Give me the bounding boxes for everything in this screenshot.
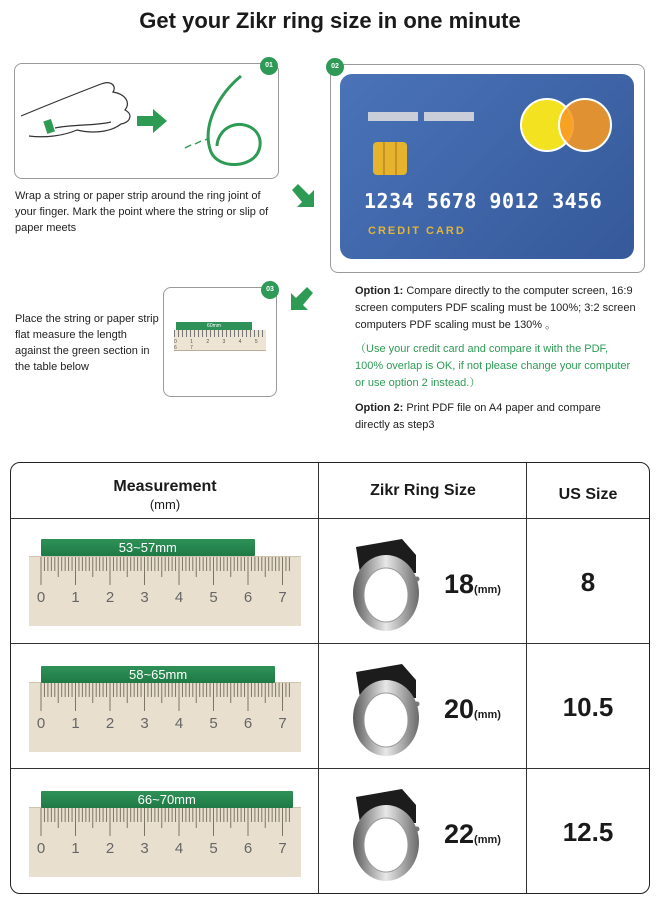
step3-instructions: Place the string or paper strip flat measure the length against the green section in the table below <box>15 313 159 373</box>
us-size: 8 <box>580 567 596 597</box>
card-number: 1234 5678 9012 3456 <box>364 189 603 213</box>
option1-label: Option 1: <box>355 285 404 297</box>
us-size: 10.5 <box>562 692 614 722</box>
hand-wrap-illustration <box>15 64 278 178</box>
arrow-down-right-icon <box>288 182 318 212</box>
mini-green-strip: 60mm <box>176 322 252 330</box>
card-label: CREDIT CARD <box>368 225 466 237</box>
option2-text: Print PDF file on A4 paper and compare directly as step3 <box>355 402 601 431</box>
arrow-right-icon <box>137 109 167 133</box>
ruler-tick-label: 3 <box>140 715 149 732</box>
header-ring-size: Zikr Ring Size <box>370 482 476 499</box>
card-logo-icon <box>520 98 616 154</box>
size-range: 66~70mm <box>137 792 196 807</box>
size-range: 53~57mm <box>118 540 177 555</box>
header-measurement <box>11 478 319 512</box>
ruler-tick-label: 5 <box>209 589 218 606</box>
size-strip <box>41 666 275 683</box>
ruler-tick-label: 5 <box>209 840 218 857</box>
step2-badge: 02 <box>326 58 344 76</box>
size-strip <box>41 791 293 808</box>
ruler-tick-label: 4 <box>174 589 184 606</box>
ruler-tick-label: 6 <box>243 589 253 606</box>
ring-size-value: 20 <box>444 694 475 724</box>
ruler-tick-label: 1 <box>71 840 80 857</box>
us-size: 12.5 <box>562 817 614 847</box>
ruler-tick-label: 2 <box>105 715 115 732</box>
ruler <box>29 682 301 752</box>
measurement-unit: (mm) <box>149 497 181 512</box>
ruler-tick-label: 2 <box>105 840 115 857</box>
page-title: Get your Zikr ring size in one minute <box>139 8 521 33</box>
step1-instructions: Wrap a string or paper strip around the ring joint of your finger. Mark the point where the string or slip of paper meets <box>15 190 269 234</box>
ruler-tick-label: 0 <box>36 589 46 606</box>
ruler-tick-label: 1 <box>71 715 80 732</box>
table-row <box>11 519 649 643</box>
credit-card <box>340 74 634 259</box>
ring-string-mark <box>43 119 55 134</box>
step1-panel <box>14 63 279 179</box>
ruler-tick-label: 3 <box>140 840 149 857</box>
ring-size-unit: (mm) <box>474 584 501 596</box>
ring-size <box>444 694 501 725</box>
ruler-tick-label: 5 <box>209 715 218 732</box>
ruler <box>29 807 301 877</box>
ruler-tick-label: 2 <box>105 589 115 606</box>
header-us-size: US Size <box>558 486 618 503</box>
ruler-tick-label: 4 <box>174 840 184 857</box>
ruler-tick-label: 3 <box>140 589 149 606</box>
card-stripe-2 <box>424 112 474 121</box>
mini-ruler: 0 1 2 3 4 5 6 7 <box>174 330 266 351</box>
card-chip-icon <box>373 142 407 175</box>
option2-label: Option 2: <box>355 402 404 414</box>
string-loop-icon <box>208 76 260 165</box>
ruler-tick-label: 1 <box>71 589 80 606</box>
table-row <box>11 769 649 893</box>
card-stripe-1 <box>368 112 418 121</box>
ring-size <box>444 569 501 600</box>
ruler <box>29 556 301 626</box>
size-table <box>10 462 650 894</box>
size-strip <box>41 539 255 556</box>
step3-panel <box>163 287 277 397</box>
step2-panel <box>330 64 645 273</box>
hand-icon <box>21 83 130 137</box>
size-range: 58~65mm <box>129 667 188 682</box>
ring-icon <box>346 533 434 633</box>
step1-badge: 01 <box>260 57 278 75</box>
ring-icon <box>346 658 434 758</box>
ring-size-value: 22 <box>444 819 475 849</box>
ruler-tick-label: 6 <box>243 840 253 857</box>
ring-size-value: 18 <box>444 569 475 599</box>
measurement-label: Measurement <box>113 478 217 495</box>
ring-size <box>444 819 501 850</box>
option1-text: Compare directly to the computer screen, 16:9 screen computers PDF scaling must be 100%; 3:2 screen computers PDF scaling must be 130% 。 <box>355 285 636 331</box>
ruler-tick-label: 7 <box>278 840 287 857</box>
ring-size-unit: (mm) <box>474 834 501 846</box>
option1-note: （Use your credit card and compare it with the PDF, 100% overlap is OK, if not please change your computer or use option 2 instead.） <box>355 343 631 389</box>
arrow-down-left-icon <box>287 285 317 315</box>
ruler-tick-label: 7 <box>278 589 287 606</box>
ruler-tick-label: 7 <box>278 715 287 732</box>
step3-badge: 03 <box>261 281 279 299</box>
ruler-tick-label: 0 <box>36 840 46 857</box>
option2 <box>355 400 635 434</box>
ruler-tick-label: 4 <box>174 715 184 732</box>
ruler-tick-label: 0 <box>36 715 46 732</box>
ring-icon <box>346 783 434 883</box>
option1 <box>355 283 645 334</box>
ring-size-unit: (mm) <box>474 709 501 721</box>
table-row <box>11 644 649 768</box>
ruler-tick-label: 6 <box>243 715 253 732</box>
